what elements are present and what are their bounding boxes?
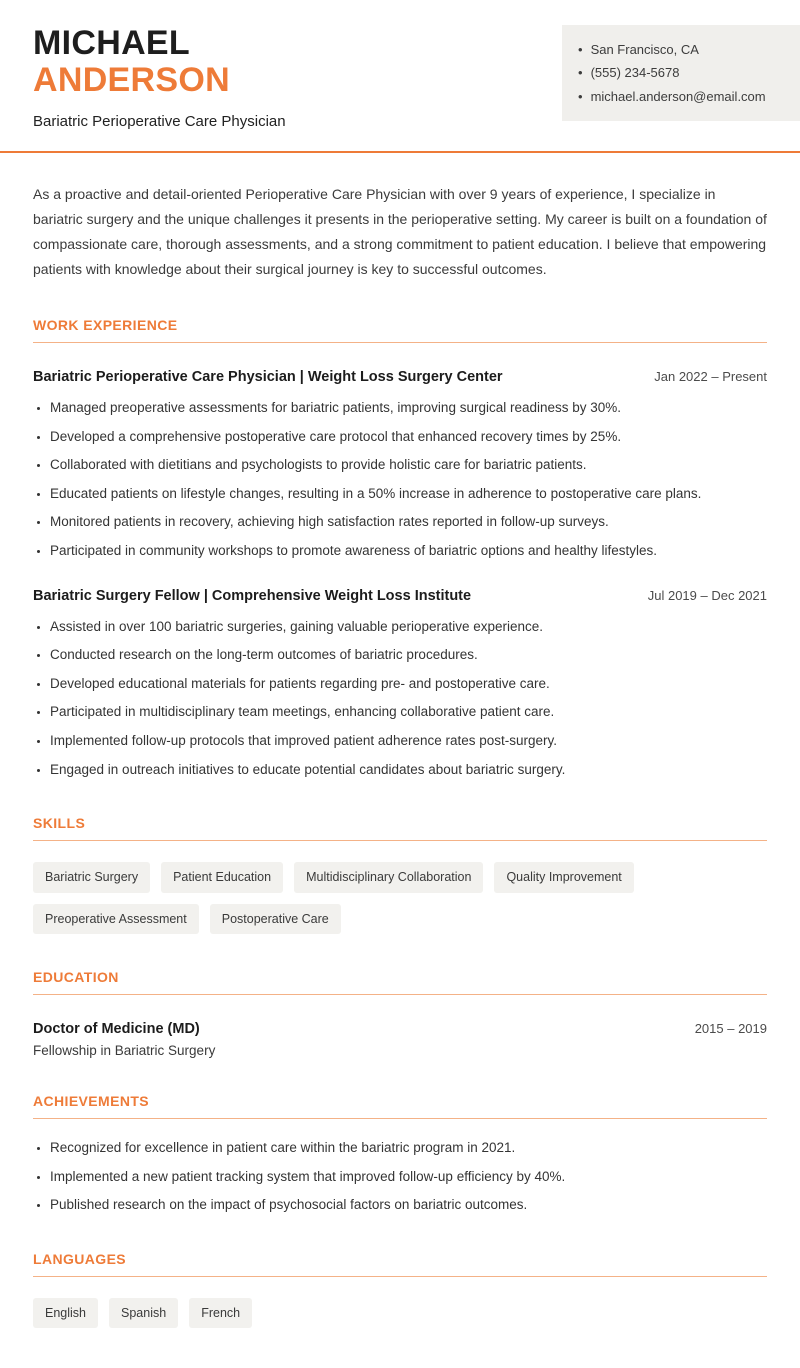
skill-tag: Patient Education [161,862,283,893]
achievement-bullet: • Implemented a new patient tracking system that improved follow-up efficiency by 40%. [50,1166,767,1188]
header-job-title: Bariatric Perioperative Care Physician [33,113,286,131]
language-tag: French [189,1298,252,1329]
summary-text: As a proactive and detail-oriented Perioperative Care Physician with over 9 years of experience, I specialize in bariatric surgery and the unique challenges it presents in the perioperative setting. My career is built on a foundation of compassionate care, thorough assessments, and a strong commitment to patient education. I believe that empowering patients with knowledge about their surgical journey is key to successful outcomes. [33,186,767,278]
job-title: Bariatric Perioperative Care Physician | Weight Loss Surgery Center [33,369,503,386]
skills-heading: SKILLS [33,815,767,841]
job-header [33,588,767,604]
job-bullet-list [33,616,767,781]
job-bullet: • Assisted in over 100 bariatric surgeries, gaining valuable perioperative experience. [50,616,767,638]
education-heading: EDUCATION [33,969,767,995]
person-name [33,25,286,98]
last-name: ANDERSON [33,60,230,99]
job-dates: Jan 2022 – Present [654,369,767,385]
skill-tag: Preoperative Assessment [33,904,199,935]
first-name: MICHAEL [33,24,190,62]
contact-item: • (555) 234-5678 [578,61,782,84]
job-header [33,369,767,385]
skill-tag: Postoperative Care [210,904,341,935]
skill-tag: Bariatric Surgery [33,862,150,893]
job-dates: Jul 2019 – Dec 2021 [647,587,767,603]
education-header [33,1021,767,1037]
skill-tag: Quality Improvement [494,862,633,893]
job-bullet: • Developed a comprehensive postoperative care protocol that enhanced recovery times by 25%. [50,426,767,448]
job-bullet-list [33,397,767,562]
achievements-bullet-list [33,1137,767,1216]
job-bullet: • Implemented follow-up protocols that improved patient adherence rates post-surgery. [50,730,767,752]
job-bullet: • Managed preoperative assessments for bariatric patients, improving surgical readiness by 30%. [50,397,767,419]
resume-content [0,182,800,1328]
job-bullet: • Conducted research on the long-term outcomes of bariatric procedures. [50,644,767,666]
contact-box [562,25,800,121]
section-skills [33,815,767,934]
contact-list [578,38,782,108]
section-achievements [33,1093,767,1216]
job-bullet: • Developed educational materials for patients regarding pre- and postoperative care. [50,673,767,695]
job-bullet: • Engaged in outreach initiatives to educate potential candidates about bariatric surgery. [50,759,767,781]
section-education [33,969,767,1058]
job-title: Bariatric Surgery Fellow | Comprehensive Weight Loss Institute [33,587,472,604]
achievements-heading: ACHIEVEMENTS [33,1093,767,1119]
job-bullet: • Collaborated with dietitians and psychologists to provide holistic care for bariatric patients. [50,454,767,476]
header-divider [0,151,800,153]
job-bullet: • Monitored patients in recovery, achieving high satisfaction rates reported in follow-up surveys. [50,511,767,533]
section-languages [33,1251,767,1329]
languages-heading: LANGUAGES [33,1251,767,1277]
job-bullet: • Participated in multidisciplinary team meetings, enhancing collaborative patient care. [50,701,767,723]
contact-item: • michael.anderson@email.com [578,85,782,108]
job-bullet: • Participated in community workshops to promote awareness of bariatric options and healthy lifestyles. [50,540,767,562]
language-tag: Spanish [109,1298,178,1329]
job-entry [33,369,767,562]
achievement-bullet: • Published research on the impact of psychosocial factors on bariatric outcomes. [50,1194,767,1216]
job-bullet: • Educated patients on lifestyle changes, resulting in a 50% increase in adherence to postoperative care plans. [50,483,767,505]
achievement-bullet: • Recognized for excellence in patient care within the bariatric program in 2021. [50,1137,767,1159]
education-dates: 2015 – 2019 [694,1021,767,1037]
degree-title: Doctor of Medicine (MD) [33,1021,200,1038]
header-identity [33,25,286,130]
skill-tag: Multidisciplinary Collaboration [294,862,483,893]
work-experience-heading: WORK EXPERIENCE [33,317,767,343]
education-detail: Fellowship in Bariatric Surgery [33,1043,216,1059]
contact-item: • San Francisco, CA [578,38,782,61]
languages-tag-list [33,1298,767,1329]
education-entry [33,1021,767,1058]
job-entry [33,588,767,781]
section-work-experience [33,317,767,780]
language-tag: English [33,1298,98,1329]
resume-header [0,0,800,130]
skills-tag-list [33,862,767,934]
